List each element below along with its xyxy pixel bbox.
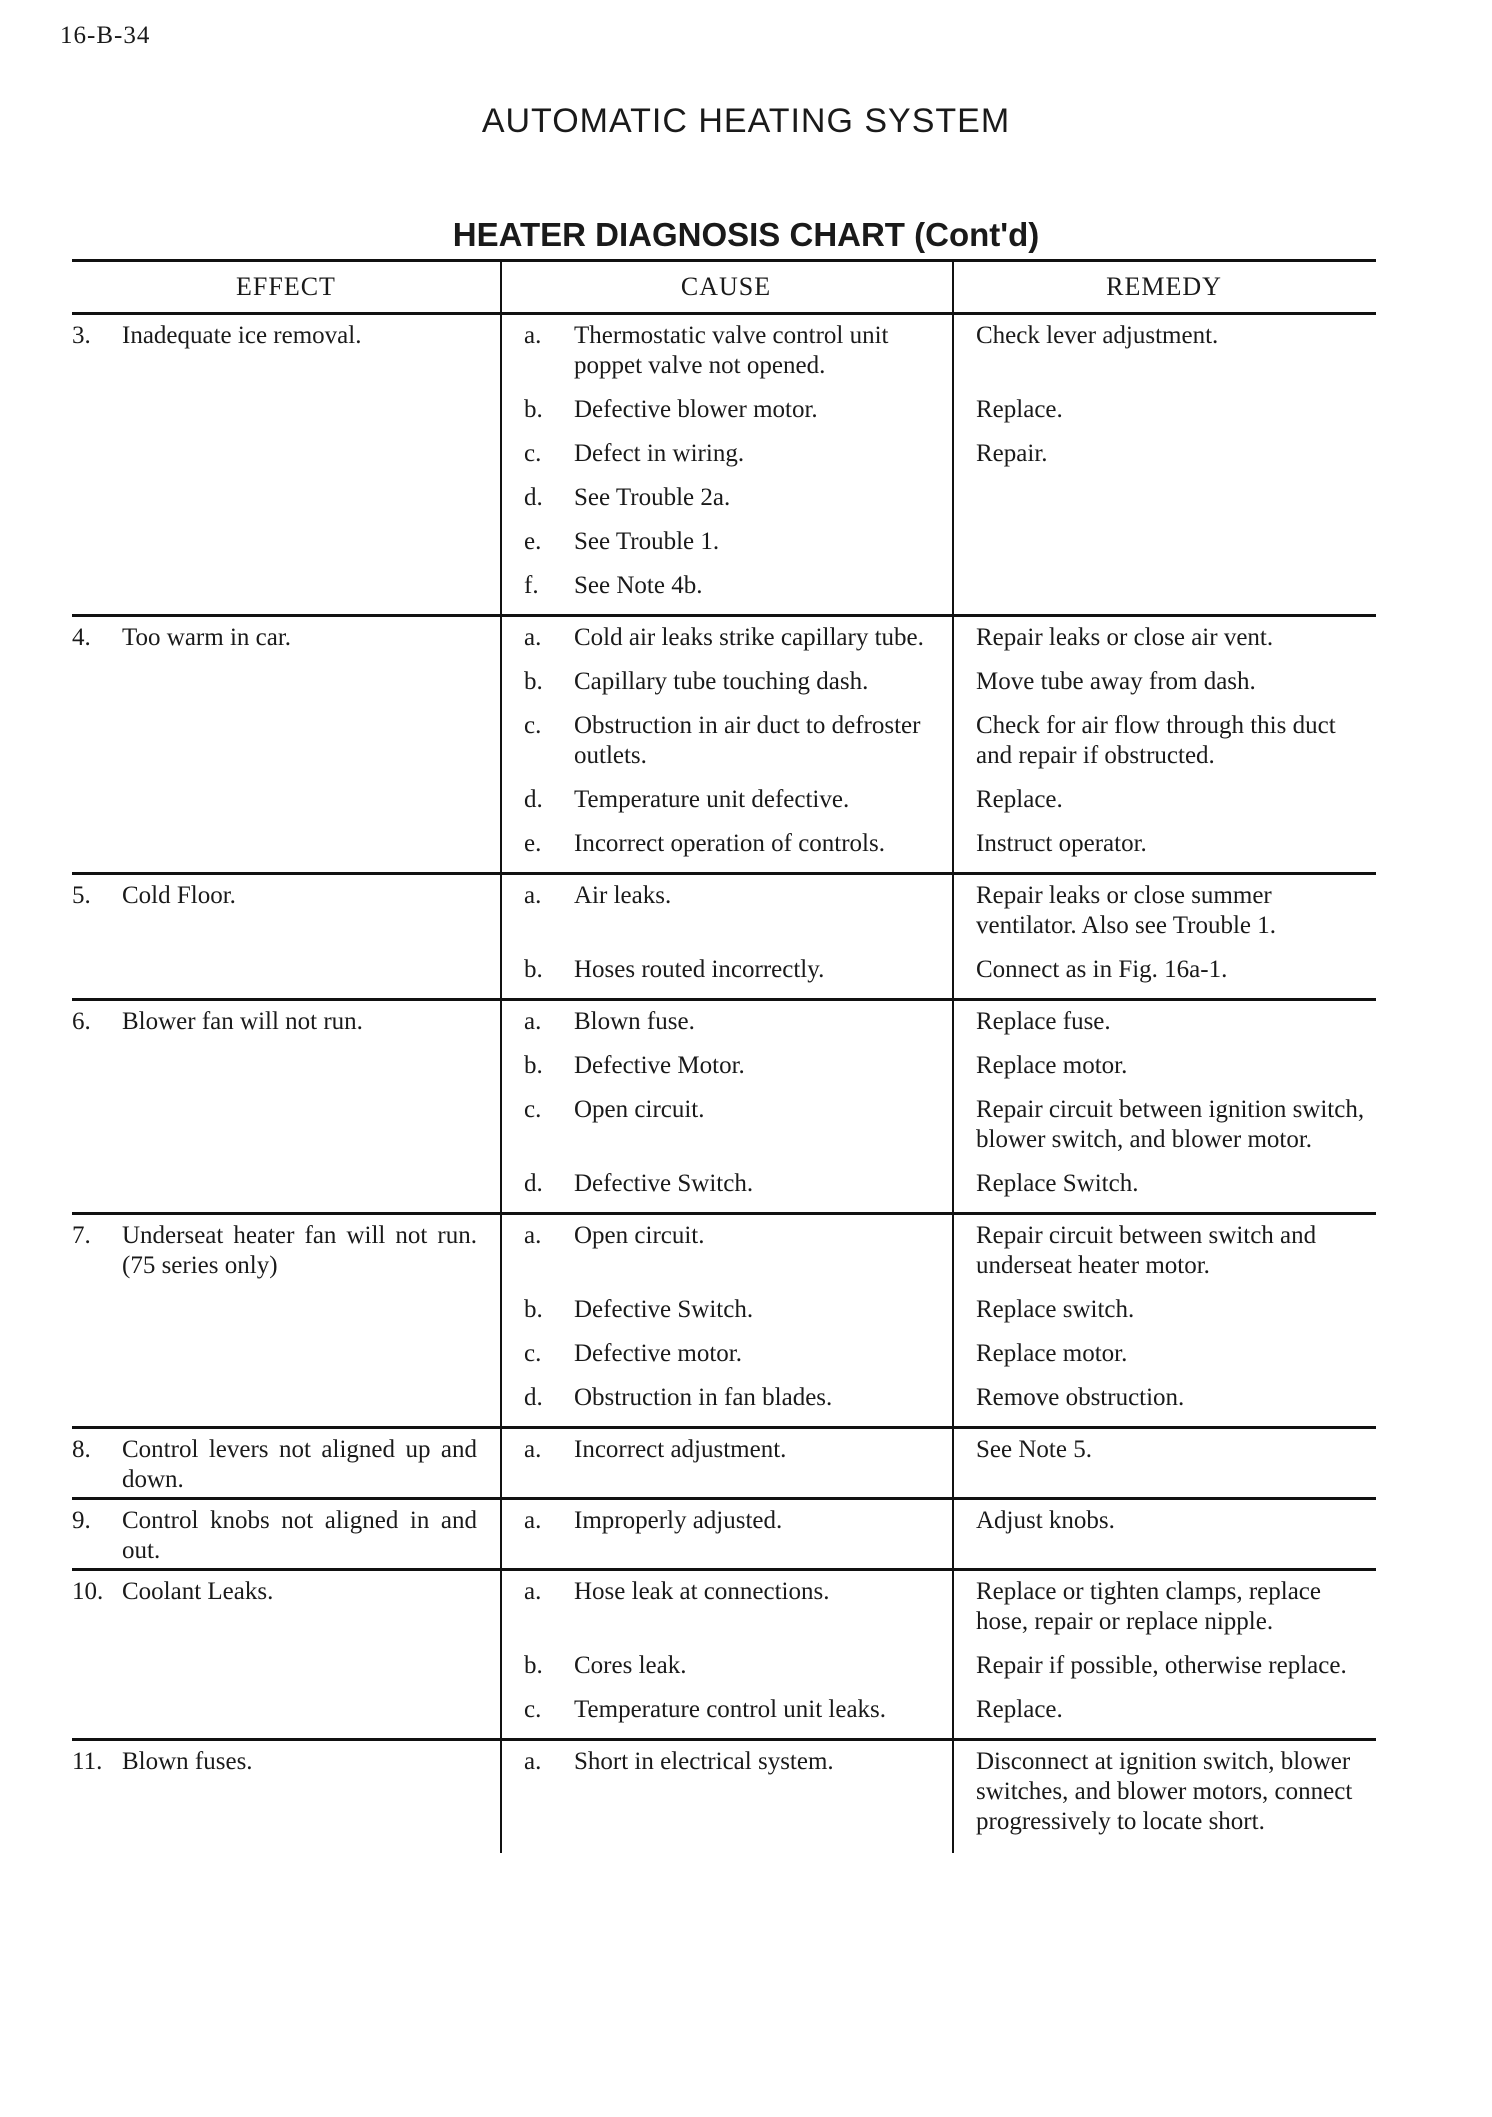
cause-cell — [500, 1095, 952, 1155]
effect-text: Coolant Leaks. — [122, 1578, 274, 1605]
effect-cell — [72, 620, 500, 870]
table-row — [500, 620, 1376, 664]
cause-text: Improperly adjusted. — [574, 1507, 783, 1534]
column-divider — [952, 262, 954, 1853]
remedy-cell: Replace. — [976, 1696, 1063, 1723]
cause-text: Obstruction in air duct to defroster outlets. — [574, 712, 921, 769]
remedy-cell — [952, 527, 1376, 557]
cause-text: Defective Switch. — [574, 1170, 754, 1197]
cause-letter: c. — [524, 1340, 542, 1367]
cause-letter: b. — [524, 1652, 543, 1679]
table-row — [500, 1092, 1376, 1166]
cause-remedy-rows — [500, 1574, 1376, 1736]
remedy-cell: Replace motor. — [976, 1052, 1128, 1079]
cause-letter: c. — [524, 712, 542, 739]
remedy-cell: Repair circuit between switch and underseat heater motor. — [976, 1222, 1317, 1279]
remedy-cell: Replace fuse. — [976, 1008, 1111, 1035]
remedy-cell: Repair. — [976, 440, 1048, 467]
trouble-group — [72, 315, 1376, 617]
effect-cell — [72, 1744, 500, 1848]
trouble-group — [72, 1215, 1376, 1429]
cause-letter: d. — [524, 484, 543, 511]
table-row — [500, 1218, 1376, 1292]
table-row — [500, 1648, 1376, 1692]
table-row — [500, 318, 1376, 392]
trouble-group — [72, 1500, 1376, 1571]
table-row — [500, 1336, 1376, 1380]
effect-number: 4. — [72, 624, 91, 651]
cause-cell — [500, 1506, 952, 1536]
effect-text: Blown fuses. — [122, 1748, 253, 1775]
cause-letter: a. — [524, 624, 542, 651]
cause-cell — [500, 785, 952, 815]
cause-remedy-rows — [500, 1218, 1376, 1424]
remedy-cell: Disconnect at ignition switch, blower switches, and blower motors, connect progressively to locate short. — [976, 1748, 1353, 1835]
table-row — [500, 436, 1376, 480]
cause-cell — [500, 1221, 952, 1281]
chart-title: HEATER DIAGNOSIS CHART (Cont'd) — [452, 216, 1040, 253]
cause-text: Open circuit. — [574, 1096, 705, 1123]
effect-text: Control levers not aligned up and down. — [122, 1436, 477, 1493]
cause-letter: d. — [524, 1384, 543, 1411]
table-row — [500, 1004, 1376, 1048]
trouble-group — [72, 1741, 1376, 1850]
table-row — [500, 1166, 1376, 1210]
remedy-cell: See Note 5. — [976, 1436, 1092, 1463]
cause-cell — [500, 829, 952, 859]
remedy-cell: Check for air flow through this duct and repair if obstructed. — [976, 712, 1336, 769]
cause-letter: b. — [524, 1296, 543, 1323]
header-effect: EFFECT — [236, 272, 336, 301]
table-row — [500, 1692, 1376, 1736]
effect-cell — [72, 318, 500, 612]
cause-text: See Trouble 1. — [574, 528, 720, 555]
remedy-cell: Remove obstruction. — [976, 1384, 1185, 1411]
cause-cell — [500, 623, 952, 653]
effect-cell — [72, 1004, 500, 1210]
effect-number: 9. — [72, 1507, 91, 1534]
cause-letter: c. — [524, 440, 542, 467]
header-cause: CAUSE — [680, 272, 772, 301]
cause-letter: c. — [524, 1696, 542, 1723]
cause-text: Air leaks. — [574, 882, 672, 909]
trouble-group — [72, 1001, 1376, 1215]
table-row — [500, 568, 1376, 612]
cause-text: Temperature control unit leaks. — [574, 1696, 887, 1723]
table-row — [500, 480, 1376, 524]
table-row — [500, 1048, 1376, 1092]
cause-letter: f. — [524, 572, 539, 599]
effect-number: 10. — [72, 1578, 104, 1605]
table-row — [500, 1503, 1376, 1547]
cause-text: Cold air leaks strike capillary tube. — [574, 624, 924, 651]
diagnosis-chart — [72, 259, 1376, 1850]
cause-letter: d. — [524, 1170, 543, 1197]
effect-text: Control knobs not aligned in and out. — [122, 1507, 477, 1564]
cause-text: Capillary tube touching dash. — [574, 668, 869, 695]
remedy-cell: Connect as in Fig. 16a-1. — [976, 956, 1228, 983]
cause-cell — [500, 1695, 952, 1725]
cause-letter: b. — [524, 668, 543, 695]
cause-remedy-rows — [500, 1004, 1376, 1210]
cause-text: Cores leak. — [574, 1652, 687, 1679]
cause-remedy-rows — [500, 620, 1376, 870]
table-row — [500, 708, 1376, 782]
cause-text: Defective Motor. — [574, 1052, 745, 1079]
effect-number: 5. — [72, 882, 91, 909]
cause-cell — [500, 321, 952, 381]
cause-letter: a. — [524, 1748, 542, 1775]
remedy-cell: Repair leaks or close summer ventilator. Also see Trouble 1. — [976, 882, 1276, 939]
table-row — [500, 1432, 1376, 1476]
cause-cell — [500, 667, 952, 697]
header-remedy: REMEDY — [1106, 272, 1222, 301]
effect-text: Underseat heater fan will not run. (75 series only) — [122, 1222, 477, 1279]
table-row — [500, 1744, 1376, 1848]
cause-remedy-rows — [500, 1432, 1376, 1495]
effect-text: Blower fan will not run. — [122, 1008, 363, 1035]
cause-letter: b. — [524, 396, 543, 423]
remedy-cell: Instruct operator. — [976, 830, 1147, 857]
cause-cell — [500, 881, 952, 941]
cause-letter: a. — [524, 1507, 542, 1534]
effect-cell — [72, 878, 500, 996]
remedy-cell: Replace or tighten clamps, replace hose, repair or replace nipple. — [976, 1578, 1321, 1635]
effect-number: 7. — [72, 1222, 91, 1249]
remedy-cell: Repair if possible, otherwise replace. — [976, 1652, 1347, 1679]
table-row — [500, 878, 1376, 952]
remedy-cell: Repair leaks or close air vent. — [976, 624, 1274, 651]
page-number: 16-B-34 — [60, 22, 151, 49]
cause-cell — [500, 1339, 952, 1369]
cause-text: See Note 4b. — [574, 572, 703, 599]
effect-cell — [72, 1574, 500, 1736]
remedy-cell: Check lever adjustment. — [976, 322, 1219, 349]
cause-letter: a. — [524, 1222, 542, 1249]
cause-remedy-rows — [500, 878, 1376, 996]
effect-number: 3. — [72, 322, 91, 349]
cause-text: Blown fuse. — [574, 1008, 695, 1035]
cause-text: Defect in wiring. — [574, 440, 745, 467]
cause-cell — [500, 483, 952, 513]
cause-cell — [500, 1577, 952, 1637]
remedy-cell: Replace motor. — [976, 1340, 1128, 1367]
cause-cell — [500, 571, 952, 601]
remedy-cell: Replace switch. — [976, 1296, 1135, 1323]
cause-text: Defective blower motor. — [574, 396, 818, 423]
cause-cell — [500, 1435, 952, 1465]
trouble-group — [72, 875, 1376, 1001]
remedy-cell — [952, 571, 1376, 601]
chart-header-row — [72, 262, 1376, 315]
remedy-cell: Repair circuit between ignition switch, blower switch, and blower motor. — [976, 1096, 1365, 1153]
remedy-cell — [952, 483, 1376, 513]
cause-text: Incorrect operation of controls. — [574, 830, 885, 857]
table-row — [500, 392, 1376, 436]
remedy-cell: Move tube away from dash. — [976, 668, 1256, 695]
table-row — [500, 1292, 1376, 1336]
remedy-cell: Replace. — [976, 786, 1063, 813]
trouble-group — [72, 1571, 1376, 1741]
table-row — [500, 524, 1376, 568]
table-row — [500, 1574, 1376, 1648]
effect-number: 6. — [72, 1008, 91, 1035]
cause-text: Temperature unit defective. — [574, 786, 850, 813]
cause-text: Defective motor. — [574, 1340, 742, 1367]
cause-letter: b. — [524, 956, 543, 983]
cause-cell — [500, 711, 952, 771]
effect-cell — [72, 1503, 500, 1566]
cause-text: Defective Switch. — [574, 1296, 754, 1323]
effect-number: 8. — [72, 1436, 91, 1463]
trouble-group — [72, 617, 1376, 875]
cause-cell — [500, 1747, 952, 1837]
remedy-cell: Replace Switch. — [976, 1170, 1139, 1197]
effect-cell — [72, 1432, 500, 1495]
effect-cell — [72, 1218, 500, 1424]
cause-remedy-rows — [500, 1744, 1376, 1848]
section-title: AUTOMATIC HEATING SYSTEM — [481, 102, 1011, 140]
cause-remedy-rows — [500, 1503, 1376, 1566]
table-row — [500, 782, 1376, 826]
trouble-group — [72, 1429, 1376, 1500]
effect-number: 11. — [72, 1748, 103, 1775]
cause-text: Hoses routed incorrectly. — [574, 956, 825, 983]
cause-text: Incorrect adjustment. — [574, 1436, 787, 1463]
cause-cell — [500, 527, 952, 557]
cause-letter: a. — [524, 882, 542, 909]
column-divider — [500, 262, 502, 1853]
cause-letter: a. — [524, 322, 542, 349]
table-row — [500, 1380, 1376, 1424]
cause-cell — [500, 1651, 952, 1681]
remedy-cell: Adjust knobs. — [976, 1507, 1115, 1534]
cause-letter: d. — [524, 786, 543, 813]
cause-text: Hose leak at connections. — [574, 1578, 830, 1605]
cause-cell — [500, 439, 952, 469]
cause-letter: a. — [524, 1436, 542, 1463]
table-row — [500, 952, 1376, 996]
cause-letter: e. — [524, 528, 542, 555]
cause-remedy-rows — [500, 318, 1376, 612]
cause-text: Open circuit. — [574, 1222, 705, 1249]
cause-cell — [500, 395, 952, 425]
table-row — [500, 664, 1376, 708]
cause-letter: b. — [524, 1052, 543, 1079]
cause-cell — [500, 1051, 952, 1081]
cause-letter: a. — [524, 1578, 542, 1605]
cause-cell — [500, 1295, 952, 1325]
cause-letter: e. — [524, 830, 542, 857]
cause-text: Thermostatic valve control unit poppet valve not opened. — [574, 322, 889, 379]
cause-letter: c. — [524, 1096, 542, 1123]
table-row — [500, 826, 1376, 870]
chart-body — [72, 315, 1376, 1850]
cause-text: See Trouble 2a. — [574, 484, 731, 511]
cause-cell — [500, 955, 952, 985]
cause-cell — [500, 1383, 952, 1413]
cause-letter: a. — [524, 1008, 542, 1035]
remedy-cell: Replace. — [976, 396, 1063, 423]
effect-text: Inadequate ice removal. — [122, 322, 362, 349]
effect-text: Cold Floor. — [122, 882, 236, 909]
effect-text: Too warm in car. — [122, 624, 292, 651]
cause-cell — [500, 1169, 952, 1199]
cause-cell — [500, 1007, 952, 1037]
cause-text: Short in electrical system. — [574, 1748, 834, 1775]
cause-text: Obstruction in fan blades. — [574, 1384, 833, 1411]
